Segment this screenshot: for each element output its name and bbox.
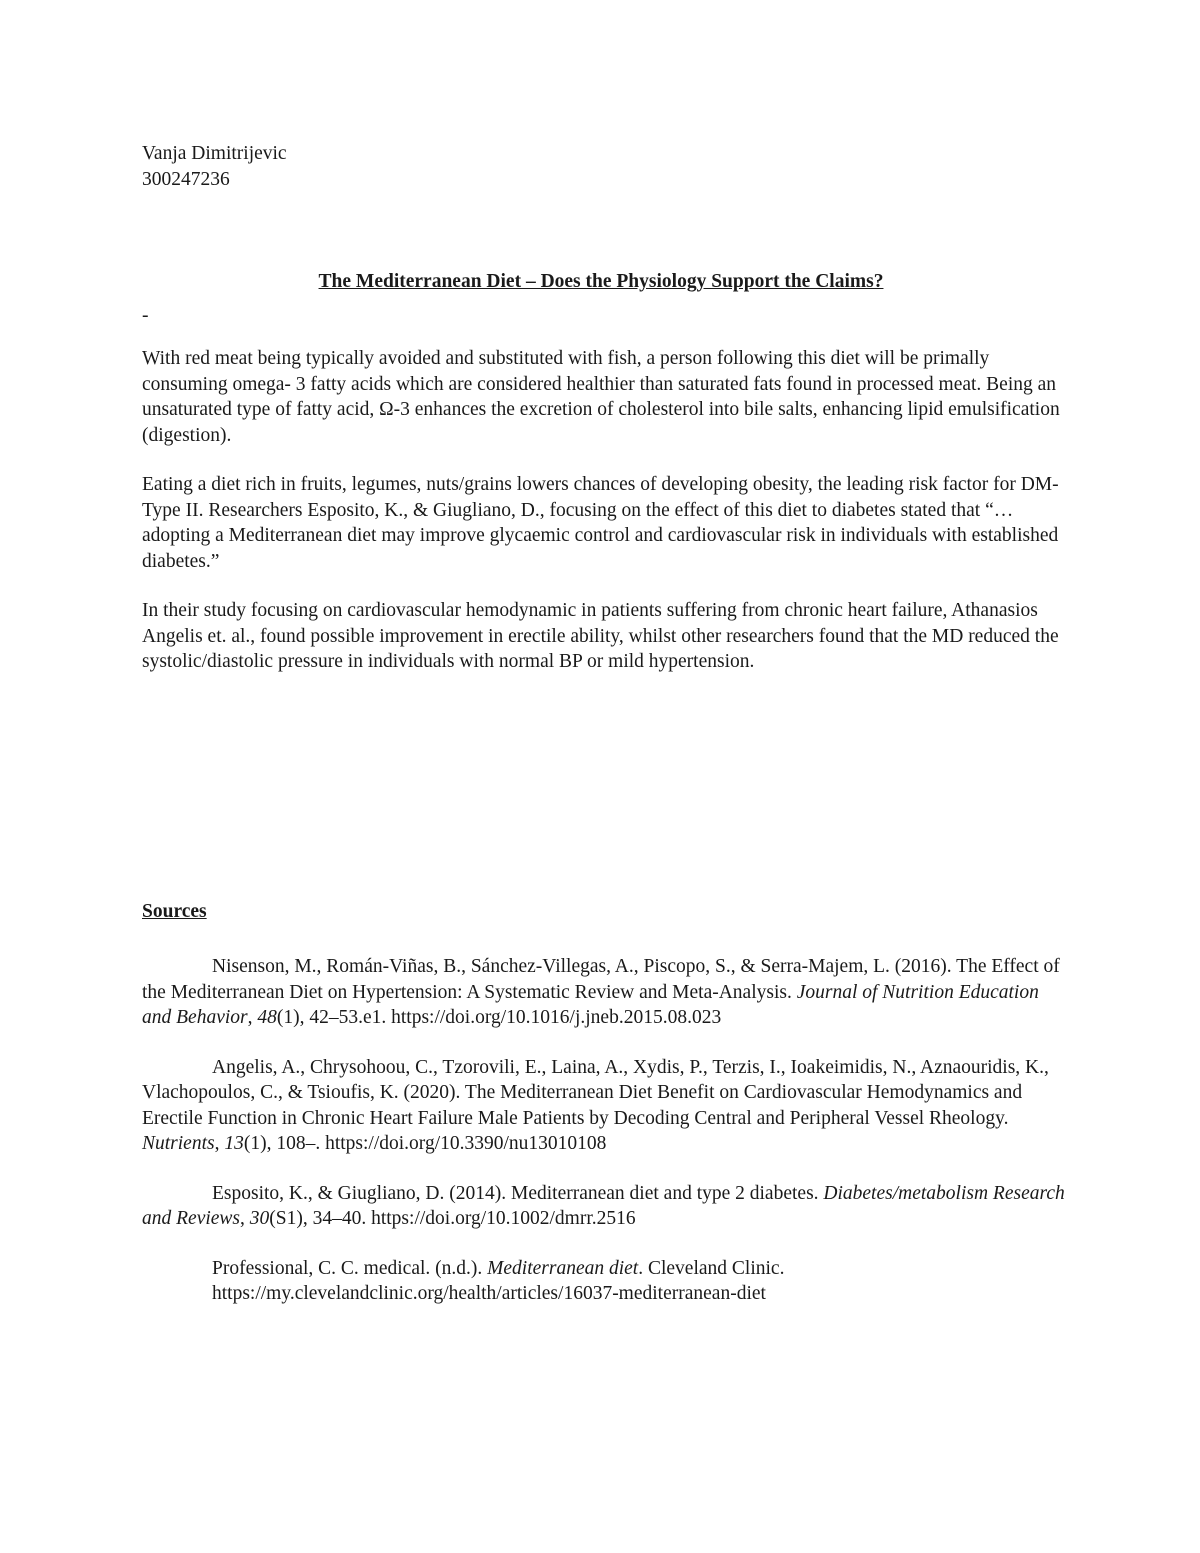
reference-volume: 30 xyxy=(249,1208,270,1229)
reference-nisenson xyxy=(142,954,1072,1031)
reference-journal: Nutrients xyxy=(142,1133,215,1154)
reference-doi: (1), 108–. https://doi.org/10.3390/nu13010108 xyxy=(243,1133,607,1154)
reference-separator: , xyxy=(214,1133,225,1154)
reference-url: . Cleveland Clinic. https://my.clevelandclinic.org/health/articles/16037-mediterranean-diet xyxy=(212,1257,785,1304)
reference-doi: (S1), 34–40. https://doi.org/10.1002/dmrr.2516 xyxy=(269,1208,636,1229)
reference-journal: Diabetes/metabolism Research and Reviews xyxy=(142,1182,1065,1229)
reference-doi: (1), 42–53.e1. https://doi.org/10.1016/j.jneb.2015.08.023 xyxy=(276,1007,722,1028)
reference-angelis xyxy=(142,1055,1072,1157)
reference-text: Professional, C. C. medical. (n.d.). xyxy=(212,1257,488,1279)
reference-text: Nisenson, M., Román-Viñas, B., Sánchez-Villegas, A., Piscopo, S., & Serra-Majem, L. (2016). The Effect of the Mediterranean Diet on Hypertension: A Systematic Review and Meta-Analysis. xyxy=(142,956,1060,1003)
reference-text: Angelis, A., Chrysohoou, C., Tzorovili, E., Laina, A., Xydis, P., Terzis, I., Ioakeimidis, N., Aznaouridis, K., Vlachopoulos, C., & Tsioufis, K. (2020). The Mediterranean Diet Benefit on Cardiovascular Hemodynamics and Erectile Function in Chronic Heart Failure Male Patients by Decoding Central and Peripheral Vessel Rheology. xyxy=(142,1056,1049,1129)
document-title: The Mediterranean Diet – Does the Physiology Support the Claims? xyxy=(318,271,884,292)
document-header xyxy=(142,141,1072,192)
body-paragraph-omega3: With red meat being typically avoided and substituted with fish, a person following this diet will be primally consuming omega- 3 fatty acids which are considered healthier than saturated fats found in processed meat. Being an unsaturated type of fatty acid, Ω-3 enhances the excretion of cholesterol into bile salts, enhancing lipid emulsification (digestion). xyxy=(142,348,1060,446)
reference-text: Esposito, K., & Giugliano, D. (2014). Mediterranean diet and type 2 diabetes. xyxy=(212,1182,824,1204)
reference-journal: Journal of Nutrition Education and Behavior xyxy=(142,981,1039,1028)
reference-separator: , xyxy=(240,1208,250,1229)
dash-marker: - xyxy=(142,304,149,326)
reference-title: Mediterranean diet xyxy=(487,1257,639,1279)
reference-volume: 13 xyxy=(224,1133,244,1154)
reference-esposito xyxy=(142,1181,1072,1232)
document-page xyxy=(142,141,1072,1307)
body-paragraph-cardiovascular: In their study focusing on cardiovascular hemodynamic in patients suffering from chronic heart failure, Athanasios Angelis et. al., found possible improvement in erectile ability, whilst other researchers found that the MD reduced the systolic/diastolic pressure in individuals with normal BP or mild hypertension. xyxy=(142,600,1059,672)
student-id: 300247236 xyxy=(142,168,230,190)
reference-volume: 48 xyxy=(257,1007,277,1028)
sources-heading: Sources xyxy=(142,900,207,922)
reference-cleveland-clinic xyxy=(142,1256,1072,1307)
body-paragraph-diabetes: Eating a diet rich in fruits, legumes, nuts/grains lowers chances of developing obesity, the leading risk factor for DM-Type II. Researchers Esposito, K., & Giugliano, D., focusing on the effect of this diet to diabetes stated that “…adopting a Mediterranean diet may improve glycaemic control and cardiovascular risk in individuals with established diabetes.” xyxy=(142,474,1059,572)
reference-separator: , xyxy=(247,1007,258,1028)
author-name: Vanja Dimitrijevic xyxy=(142,143,287,164)
